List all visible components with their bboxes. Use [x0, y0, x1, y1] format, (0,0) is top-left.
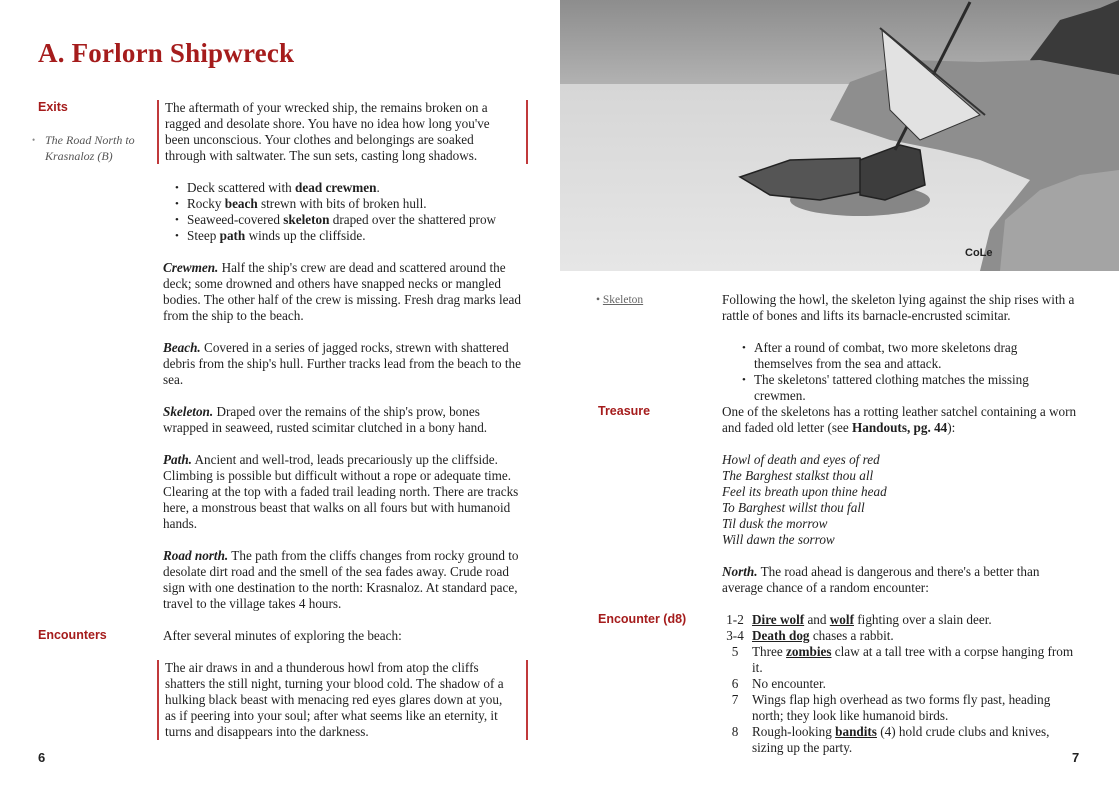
poem-line: Feel its breath upon thine head [722, 484, 887, 499]
poem-line: The Barghest stalkst thou all [722, 468, 874, 483]
encounter-result: Wings flap high overhead as two forms fly past, heading north; they look like humanoid birds. [752, 692, 1051, 723]
features-list [163, 180, 523, 244]
encounter-roll: 3-4 [726, 628, 744, 643]
exits-list [32, 132, 142, 164]
skeleton-bullet: • The skeletons' tattered clothing matches the missing crewmen. [730, 372, 1077, 404]
feature-item: • Steep path winds up the cliffside. [163, 228, 523, 244]
handouts-ref[interactable]: Handouts, pg. 44 [851, 420, 948, 435]
poem-line: Howl of death and eyes of red [722, 452, 880, 467]
skeleton-link[interactable]: Skeleton [602, 294, 644, 306]
encounter-result: Rough-looking bandits (4) hold crude clubs and knives, sizing up the party. [752, 724, 1050, 755]
poem-line: Til dusk the morrow [722, 516, 828, 531]
encounter-table [722, 612, 1082, 756]
area-descriptions [163, 260, 523, 628]
boxed-encounter-text: The air draws in and a thunderous howl from atop the cliffs shatters the still night, turning your blood cold. The shadow of a hulking black beast with menacing red eyes glares down at you, as if peering into your soul; after what seems like an eternity, it turns and disappears into the darkness. [157, 660, 528, 740]
creature-link[interactable]: Dire wolf [752, 612, 805, 627]
skeleton-bullet: • After a round of combat, two more skeletons drag themselves from the sea and attack. [730, 340, 1077, 372]
encounter-result: Dire wolf and wolf fighting over a slain deer. [752, 612, 992, 627]
letter-poem [722, 452, 1077, 548]
bullet-icon: • [596, 294, 603, 306]
bullet-icon: • [32, 135, 36, 145]
treasure-label: Treasure [598, 404, 651, 418]
encounter-roll: 8 [731, 724, 739, 739]
right-page [560, 0, 1119, 794]
encounter-roll: 6 [731, 676, 739, 691]
encounter-roll: 5 [731, 644, 739, 659]
artist-signature: CoLe [965, 247, 993, 259]
creature-link[interactable]: wolf [829, 612, 854, 627]
feature-item: • Deck scattered with dead crewmen. [163, 180, 523, 196]
area-description: Skeleton. Draped over the remains of the ship's prow, bones wrapped in seaweed, rusted scimitar clutched in a bony hand. [163, 404, 488, 435]
creature-link[interactable]: zombies [786, 644, 832, 659]
feature-item: • Seaweed-covered skeleton draped over the shattered prow [163, 212, 523, 228]
boxed-intro-text: The aftermath of your wrecked ship, the remains broken on a ragged and desolate shore. You have no idea how long you've been unconscious. Your clothes and belongings are soaked through with saltwater. The sun sets, casting long shadows. [157, 100, 528, 164]
encounter-result: No encounter. [752, 676, 826, 691]
exit-item[interactable]: • The Road North to Krasnaloz (B) [32, 133, 135, 163]
creature-link[interactable]: bandits [835, 724, 877, 739]
encounters-intro: After several minutes of exploring the beach: [163, 628, 402, 643]
area-description: Path. Ancient and well-trod, leads precariously up the cliffside. Climbing is possible but difficult without a rope or adequate time. Clearing at the top with a faded trail leading north. There are tracks here, a monstrous beast that walks on all fours but with humanoid hands. [163, 452, 519, 531]
encounters-label: Encounters [38, 628, 107, 642]
encounter-roll: 1-2 [726, 612, 744, 627]
skeleton-text: Following the howl, the skeleton lying against the ship rises with a rattle of bones and lifts its barnacle-encrusted scimitar. • After a round of combat, two more skeletons drag themselves from the sea and attack. • The skeletons' tattered clothing matches the missing crewmen. [722, 292, 1077, 404]
area-description: Road north. The path from the cliffs changes from rocky ground to desolate dirt road and the smell of the sea fades away. Crude road sign with one destination to the north: Krasnaloz. At standard pace, travel to the village takes 4 hours. [163, 548, 519, 611]
page-title: A. Forlorn Shipwreck [38, 38, 295, 68]
treasure-text: One of the skeletons has a rotting leather satchel containing a worn and faded old letter (see Handouts, pg. 44): Howl of death and eyes of red The Barghest stalkst thou all Feel its breath upon thine head To Barghest willst thou fall Til dusk the morrow Will dawn the sorrow North. The road ahead is dangerous and there's a better than average chance of a random encounter: [722, 404, 1077, 595]
creature-link[interactable]: Death dog [752, 628, 810, 643]
shipwreck-illustration [560, 0, 1119, 271]
skeleton-link-item[interactable] [596, 294, 643, 306]
exits-label: Exits [38, 100, 68, 114]
poem-line: To Barghest willst thou fall [722, 500, 865, 515]
skeleton-bullets [722, 340, 1077, 404]
encounter-result: Death dog chases a rabbit. [752, 628, 894, 643]
encounter-result: Three zombies claw at a tall tree with a corpse hanging from it. [752, 644, 1074, 675]
encounter-table-label: Encounter (d8) [598, 612, 687, 626]
feature-item: • Rocky beach strewn with bits of broken hull. [163, 196, 523, 212]
page-number-left: 6 [38, 750, 46, 765]
area-description: Beach. Covered in a series of jagged rocks, strewn with shattered debris from the ship's hull. Further tracks lead from the beach to the sea. [163, 340, 521, 387]
area-description: Crewmen. Half the ship's crew are dead and scattered around the deck; some drowned and others have snapped necks or mangled bodies. The other half of the crew is missing. Fresh drag marks lead from the ship to the beach. [163, 260, 521, 323]
page-number-right: 7 [1072, 750, 1080, 765]
encounter-roll: 7 [731, 692, 739, 707]
poem-line: Will dawn the sorrow [722, 532, 835, 547]
